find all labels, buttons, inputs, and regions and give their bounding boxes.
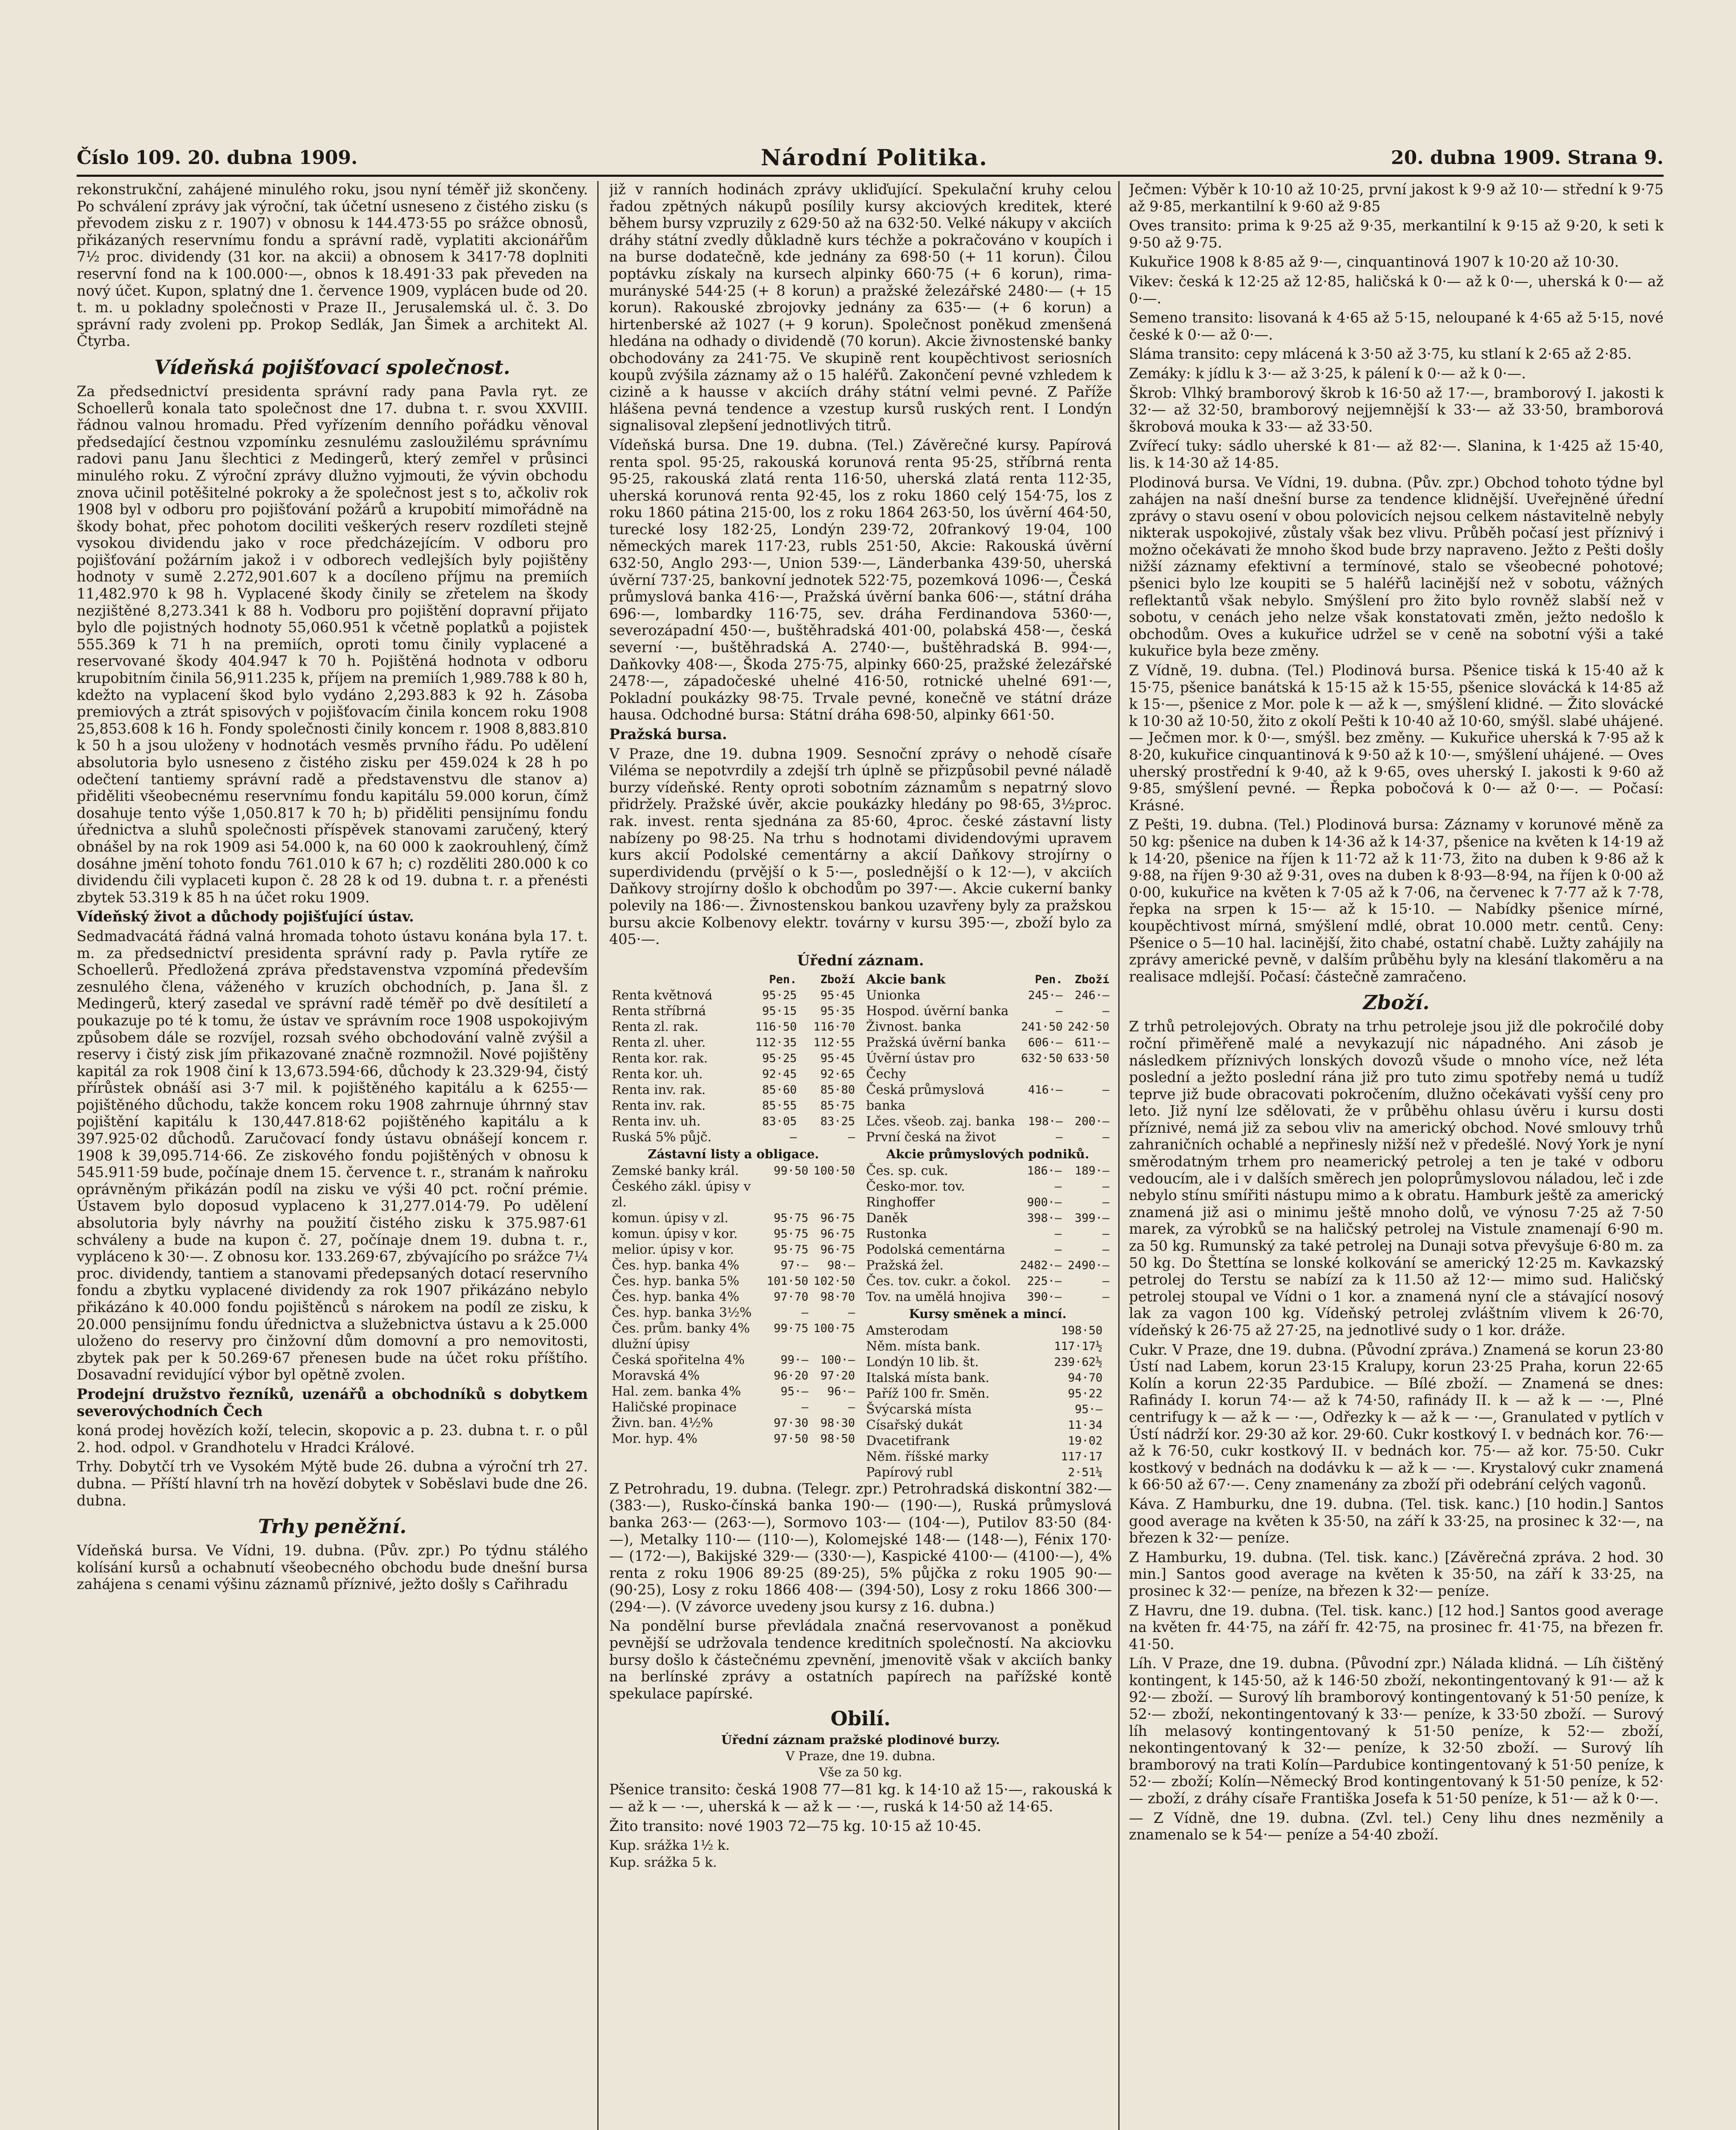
article-paragraph: Na pondělní burse převládala značná reservovanost a poněkud pevnější se udržovala tendence kreditních společností. Na akciovku bursy došlo k částečnému zpevnění, jmenovitě však v akciích banky na berlínské zprávy a ostatních papírech na pařížské kontě spekulace papírské.: [609, 1618, 1112, 1702]
article-paragraph: Z Vídně, 19. dubna. (Tel.) Plodinová bursa. Pšenice tiská k 15·40 až k 15·75, pšenice banátská k 15·15 až k 15·55, pšenice slovácká k 14·85 až k 15·—, pšenice z Mor. pole k — až k —, smýšlení klidné. — Žito slovácké k 10·30 až 10·50, žito z okolí Pešti k 10·40 až 10·60, smýšl. slabé uhájené. — Ječmen mor. k 0·—, smýšl. bez změny. — Kukuřice uherská k 7·95 až k 8·20, kukuřice cinquantinová k 9·50 až k 10·—, smýšlení uhájené. — Oves uherský prostřední k 9·40, až k 9·65, oves uherský I. jakosti k 9·60 až 9·85, smýšlení pevné. — Řepka pobočová k 0·— až 0·—. — Počasí: Krásné.: [1129, 662, 1664, 814]
table-cell-label: Ringhoffer: [866, 1195, 935, 1210]
article-paragraph: Z Petrohradu, 19. dubna. (Telegr. zpr.) Petrohradská diskontní 382·— (383·—), Rusko-čínská banka 190·— (190·—), Ruská průmyslová banka 263·— (263·—), Sormovo 103·— (104·—), Putilov 83·50 (84·—), Metalky 110·— (110·—), Kolomejské 148·— (148·—), Fénix 170·— (172·—), Bakijské 329·— (330·—), Kaspické 4100·— (4100·—), 4% renta z roku 1906 89·25 (89·25), 5% půjčka z roku 1905 90·— (90·25), Losy z roku 1866 408·— (394·50), Losy z roku 1866 300·— (294·—). (V závorce uvedeny jsou kursy z 16. dubna.): [609, 1480, 1112, 1615]
article-paragraph: Žito transito: nové 1903 72—75 kg. 10·15 až 10·45.: [609, 1817, 982, 1834]
table-row: [609, 1368, 858, 1384]
table-cell-value: 97·50: [774, 1432, 809, 1445]
table-cell-value: —: [801, 1306, 809, 1319]
table-cell-value: —: [1102, 1083, 1109, 1097]
footnote: Kup. srážka 1½ k. Kup. srážka 5 k.: [609, 1838, 730, 1871]
table-cell-value: —: [848, 1400, 855, 1414]
table-cell-value: 245·—: [1028, 988, 1063, 1002]
table-subheading: Kursy směnek a mincí.: [909, 1306, 1067, 1321]
table-cell-value: [1105, 1417, 1112, 1433]
table-cell-value: 2490·—: [1068, 1258, 1109, 1272]
table-cell-value: 85·75: [820, 1099, 855, 1112]
table-row: [609, 1114, 858, 1129]
table-cell-label: Renta inv. rak.: [612, 1098, 706, 1113]
column-1: [77, 181, 588, 2130]
table-cell-value: 116·50: [755, 1020, 797, 1033]
article-paragraph: Trhy. Dobytčí trh ve Vysokém Mýtě bude 26. dubna a výroční trh 27. dubna. — Příští hlavní trh na hovězí dobytek v Soběslavi bude dne 26. dubna.: [77, 1458, 588, 1509]
table-row: [864, 1226, 1112, 1242]
table-row: [864, 1433, 1112, 1449]
table-cell-value: —: [801, 1400, 809, 1414]
table-cell-value: —: [1102, 1195, 1109, 1209]
table-cell-label: Zemské banky král. Českého zákl. úpisy v zl.: [612, 1163, 751, 1210]
table-cell-label: Papírový rubl: [866, 1465, 953, 1480]
table-cell-value: 198·50: [1061, 1324, 1103, 1337]
stocks-table-wrap: [864, 972, 1112, 1480]
table-cell-label: Císařský dukát: [866, 1417, 963, 1433]
table-row: [864, 1273, 1112, 1289]
issue-number: Číslo 109. 20. dubna 1909.: [77, 147, 358, 169]
article-paragraph: Oves transito: prima k 9·25 až 9·35, merkantilní k 9·15 až 9·20, k seti k 9·50 až 9·75.: [1129, 217, 1664, 251]
table-cell-value: 98·30: [820, 1416, 855, 1430]
column-rule: [597, 181, 599, 2130]
table-cell-value: 242·50: [1068, 1020, 1109, 1033]
table-cell-value: 95·25: [762, 1051, 797, 1065]
table-cell-value: 98·50: [820, 1432, 855, 1445]
table-cell-label: Čes. hyp. banka 3½%: [612, 1305, 752, 1320]
table-cell-value: 200·—: [1074, 1114, 1109, 1128]
table-row: [864, 1323, 1112, 1338]
section-heading: Trhy peněžní.: [258, 1515, 407, 1538]
table-cell-value: 112·35: [755, 1036, 797, 1049]
table-cell-value: 96·75: [820, 1227, 855, 1241]
table-cell-value: —: [1102, 1004, 1109, 1018]
table-cell-label: Česká průmyslová banka: [866, 1082, 985, 1113]
article-paragraph: Z Pešti, 19. dubna. (Tel.) Plodinová bursa: Záznamy v korunové měně za 50 kg: pšenice na duben k 14·36 až k 14·37, pšenice na květen k 14·19 až k 14·20, pšenice na říjen k 11·72 až k 11·73, žito na duben k 9·86 až k 9·88, na říjen 9·30 až 9·31, oves na duben k 8·93—8·94, na říjen k 0·00 až 0·00, kukuřice na květen k 7·05 až k 7·06, na červenec k 7·77 až k 7·78, řepka na srpen k 15·— až k 15·10. — Nabídky pšenice mírné, koupěchtivost mírná, smýšlení mdlé, obrat 10.000 metr. centů. Ceny: Pšenice o 5—10 hal. lacinější, žito chabé, ostatní chabě. Lužty zahájily na zprávy americké pevně, v dalším průběhu byly na klesání tlakoměru a na realisace mdlejší. Počasí: částečně zamračeno.: [1129, 816, 1664, 985]
table-cell-value: 100·—: [820, 1353, 855, 1367]
article-paragraph: Kukuřice 1908 k 8·85 až 9·—, cinquantinová 1907 k 10·20 až 10·30.: [1129, 253, 1619, 271]
rents-table-wrap: [609, 972, 858, 1480]
table-row: [609, 1321, 858, 1352]
table-row: [609, 1098, 858, 1114]
table-row: [864, 1019, 1112, 1035]
article-paragraph: Škrob: Vlhký bramborový škrob k 16·50 až 17·—, bramborový I. jakosti k 32·— až 32·50, bramborový nejjemnější k 33·— až 33·50, bramborová škrobová mouka k 33·— až 33·50.: [1129, 384, 1664, 435]
table-row: [864, 1210, 1112, 1226]
table-cell-value: 611·—: [1074, 1036, 1109, 1049]
table-cell-value: 83·25: [820, 1114, 855, 1128]
table-cell-label: Pražská žel.: [866, 1258, 944, 1273]
table-cell-value: Zboží: [1074, 973, 1109, 986]
table-cell-value: 97·70: [774, 1290, 809, 1304]
unit-note: Vše za 50 kg.: [819, 1765, 902, 1780]
table-row: [609, 1003, 858, 1019]
table-cell-label: Lčes. všeob. zaj. banka: [866, 1114, 1015, 1129]
table-cell-value: 246·—: [1074, 988, 1109, 1002]
table-cell-label: Unionka: [866, 987, 921, 1003]
table-row: [864, 1129, 1112, 1145]
table-row: [864, 1114, 1112, 1129]
article-paragraph: Ječmen: Výběr k 10·10 až 10·25, první jakost k 9·9 až 10·— střední k 9·75 až 9·85, merkantilní k 9·60 až 9·85: [1129, 181, 1664, 215]
table-cell-value: 239·62½: [1054, 1355, 1103, 1369]
table-cell-value: —: [1056, 1130, 1063, 1144]
article-paragraph: Za předsednictví presidenta správní rady pana Pavla ryt. ze Schoellerů konala tato společnost dne 17. dubna t. r. svou XXVIII. řádnou valnou hromadu. Před vyřízením denního pořádku věnoval předsedající čestnou vzpomínku zesnulému zasloužilému správnímu radovi panu Janu šlechtici z Medingerů, který zemřel v průsinci minulého roku. Z výroční zprávy dlužno vyjmouti, že vývin obchodu znova učinil potěšitelné pokroky a že společnost jest s to, ačkoliv rok 1908 byl v odboru pro pojišťování požárů a krupobití mimořádně na škody bohat, přec pohotom dociliti veškerých reserv rozdíleti stejně vysokou dividendu jako v roce předcházejícím. V odboru pro pojišťování požárním jakož i v odborech vedlejších byly pojištěny hodnoty v sumě 2.272,901.607 k a docíleno příjmu na premiích 11,482.970 k 98 h. Vyplacené škody činily se zřetelem na škody nezjištěné 8,273.341 k 88 h. Vodboru pro pojištění dopravní přijato bylo dle pojistných hodnoty 55,060.951 k včetně poplatků a pojistek 555.369 k 71 h na premiích, oproti tomu činily vyplacené a reservované škody 404.947 k 70 h. Pojištěná hodnota v odboru krupobitním činila 56,911.235 k, příjem na premiích 1,989.788 k 80 h, kdežto na vyplacení škod bylo vydáno 2,293.883 k 92 h. Zásoba premiových a ztrát spisových v pojišťovacím činila koncem roku 1908 25,853.608 k 16 h. Fondy společnosti činily koncem r. 1908 8,883.810 k 50 h a jsou uloženy v hodnotách vesměs prvního řádu. Po udělení absolutoria bylo usneseno z čistého zisku per 459.024 k 28 h po odečtení tantiemy správní radě a představenstvu dle stanov a) přiděliti všeobecnému reservnímu fondu kapitálu 59.000 korun, čímž dosahuje tento výše 1,050.817 k 70 h; b) přiděliti pensijnímu fondu úřednictva a sluhů společnosti příspěvek stanovami zaručený, který obnášel by na rok 1909 asi 54.000 k, na 60 000 k zaokrouhlený, čímž dosáhne jmění tohoto fondu 761.010 k 67 h; c) rozděliti 280.000 k co dividendu čili vyplaceti kupon č. 28 28 k od 19. dubna t. r. a přenésti zbytek 53.319 k 85 h na účet roku 1909.: [77, 383, 588, 906]
table-row: [609, 1066, 858, 1082]
exchange-rates-table: [864, 1323, 1112, 1480]
table-cell-value: 95·22: [1068, 1387, 1103, 1400]
table-cell-value: 225·—: [1027, 1274, 1062, 1288]
table-cell-label: Renta zl. uher.: [612, 1035, 706, 1050]
table-cell-value: —: [848, 1130, 855, 1144]
table-cell-label: Mor. hyp. 4%: [612, 1431, 698, 1446]
table-cell-value: [1105, 1338, 1112, 1354]
table-row: [864, 1370, 1112, 1386]
table-cell-value: —: [1102, 1130, 1109, 1144]
table-row: [864, 1465, 1112, 1480]
table-cell-value: 85·60: [762, 1083, 797, 1097]
table-cell-value: —: [1102, 1180, 1109, 1193]
table-cell-value: —: [848, 1306, 855, 1319]
table-cell-value: 117·17: [1061, 1450, 1103, 1463]
table-row: [609, 1242, 858, 1258]
article-paragraph: Pšenice transito: česká 1908 77—81 kg. k 14·10 až 15·—, rakouská k — až k — ·—, uherská k — až k — ·—, ruská k 14·50 až 14·65.: [609, 1781, 1112, 1815]
table-row: [864, 1163, 1112, 1179]
table-row: [609, 1415, 858, 1431]
table-row: [609, 1289, 858, 1305]
table-subheading: Akcie průmyslových podniků.: [886, 1146, 1089, 1161]
table-cell-value: 95·35: [820, 1004, 855, 1018]
table-row: [609, 1163, 858, 1210]
table-cell-label: Čes. tov. cukr. a čokol.: [866, 1273, 1011, 1289]
table-cell-value: —: [1054, 1243, 1062, 1256]
table-cell-value: 95·25: [762, 988, 797, 1002]
table-row: [609, 1352, 858, 1368]
table-row: [864, 987, 1112, 1003]
table-cell-label: Renta inv. uh.: [612, 1114, 701, 1129]
table-cell-value: 100·50: [813, 1164, 855, 1177]
article-paragraph: Káva. Z Hamburku, dne 19. dubna. (Tel. tisk. kanc.) [10 hodin.] Santos good average na květen k 35·50, na září k 33·25, na prosinec k 32·—, na březen k 32·— peníze.: [1129, 1495, 1664, 1546]
article-paragraph: Vídeňská bursa. Ve Vídni, 19. dubna. (Pův. zpr.) Po týdnu stálého kolísání kursů a ochabnutí všeobecného obchodu bude dnešní bursa zahájena s cenami výšinu záznamů příznivé, ježto došly s Cařihradu: [77, 1542, 588, 1593]
table-row: [864, 1354, 1112, 1370]
page-header: [77, 141, 1664, 177]
table-cell-label: Renta kor. uh.: [612, 1066, 703, 1082]
article-paragraph: Semeno transito: lisovaná k 4·65 až 5·15, neloupané k 4·65 až 5·15, nové české k 0·— až 0·—.: [1129, 309, 1664, 343]
table-cell-value: 399·—: [1074, 1211, 1109, 1225]
table-row: [609, 1384, 858, 1399]
table-cell-value: 98·70: [820, 1290, 855, 1304]
table-cell-value: 606·—: [1028, 1036, 1063, 1049]
table-row: [864, 1035, 1112, 1051]
article-paragraph: Zemáky: k jídlu k 3·— až 3·25, k pálení k 0·— až k 0·—.: [1129, 365, 1526, 382]
table-title: Úřední záznam.: [797, 952, 924, 969]
table-row: [609, 1273, 858, 1289]
table-cell-value: —: [1056, 1004, 1063, 1018]
table-cell-label: Úvěrní ústav pro Čechy: [866, 1051, 975, 1082]
quotation-tables: [609, 972, 1112, 1480]
table-cell-value: 95·—: [1075, 1402, 1103, 1416]
table-cell-value: 186·—: [1027, 1164, 1062, 1177]
article-paragraph: — Z Vídně, dne 19. dubna. (Zvl. tel.) Ceny lihu dnes nezměnily a znamenalo se k 54·— peníze a 54·40 zboží.: [1129, 1809, 1664, 1843]
table-cell-value: 198·—: [1028, 1114, 1063, 1128]
table-row: [609, 1226, 858, 1242]
table-cell-value: 11·34: [1068, 1418, 1103, 1432]
article-paragraph: koná prodej hovězích koží, telecin, skopovic a p. 23. dubna t. r. o půl 2. hod. odpol. v Grandhotelu v Hradci Králové.: [77, 1422, 588, 1456]
table-cell-label: Paříž 100 fr. Směn.: [866, 1386, 990, 1401]
table-row: [609, 1019, 858, 1035]
table-cell-value: [1105, 1465, 1112, 1480]
article-paragraph: Vikev: česká k 12·25 až 12·85, haličská k 0·— až k 0·—, uherská k 0·— až 0·—.: [1129, 273, 1664, 307]
table-cell-value: Pen.: [1035, 973, 1063, 986]
section-heading: Zboží.: [1363, 991, 1430, 1014]
table-row: [609, 1051, 858, 1066]
table-row: [609, 1129, 858, 1145]
table-row: [864, 1449, 1112, 1465]
table-row: [609, 987, 858, 1003]
table-cell-label: Česká spořitelna 4%: [612, 1352, 745, 1367]
table-cell-value: 19·02: [1068, 1434, 1103, 1448]
industrial-stocks-table: [864, 1163, 1112, 1305]
table-cell-value: [1105, 1449, 1112, 1465]
table-cell-value: —: [1054, 1227, 1062, 1241]
table-row: [864, 1003, 1112, 1019]
table-cell-value: 99·—: [780, 1353, 809, 1367]
table-cell-label: Čes. prům. banky 4% dlužní úpisy: [612, 1321, 750, 1352]
bank-stocks-table: [864, 972, 1112, 1145]
article-paragraph: již v ranních hodinách zprávy ukliďující. Spekulační kruhy celou řadou zpětných nákupů posílily kursy akciových kreditek, které během bursy vzpruzily z 629·50 až na 632·50. Velké nákupy v akciích dráhy státní zvedly důkladně kurs téchže a pokračováno v koupích i na burse dodatečně, kde jednány za 698·50 (+ 11 korun). Čilou poptávku získaly na kursech alpinky 660·75 (+ 6 korun), rima-murányské 544·25 (+ 8 korun) a pražské železářské 2480·— (+ 15 korun). Rakouské zbrojovky jednány za 635·— (+ 6 korun) a hirtenberské až 1027 (+ 9 korun). Společnost poněkud zmenšená hledána na odhady o dividendě (70 korun). Akcie živnostenské banky obchodovány za 241·75. Ve skupině rent koupěchtivost seriosních koupů zvýšila záznamy až o 15 haléřů. Zakončení pevné vzhledem k cizině a k hausse v akciích dráhy státní velmi pevné. Z Paříže hlášena pevná tendence a vzestup kursů ruských rent. I Londýn signalisoval zlepšení jednotlivých titrů.: [609, 181, 1112, 434]
table-cell-label: Rustonka: [866, 1226, 927, 1241]
table-cell-value: 95·75: [774, 1243, 809, 1256]
table-cell-value: 100·75: [813, 1321, 855, 1335]
table-cell-value: 2·51¼: [1068, 1465, 1103, 1479]
table-cell-label: melior. úpisy v kor.: [612, 1242, 734, 1257]
table-cell-value: 398·—: [1027, 1211, 1062, 1225]
table-cell-label: Čes. hyp. banka 4%: [612, 1258, 740, 1273]
article-paragraph: Z trhů petrolejových. Obraty na trhu petroleje jsou již dle pokročilé doby roční přiměřeně malé a nevykazují nic nápadného. Ani zásob je následkem příznivých lonských dovozů všude o mnoho více, než léta poslední a ježto poslední rána již pro tuto zimu spotřeby nemá u tudíž teprve již bude obracovati pokročením, dlužno očekávati vyšší ceny pro leto. Již nyní lze sdělovati, že v průběhu ohlasu úvěru i kursu dosti příznivé, nemá již za sebou vliv na americký obchod. Nové smlouvy trhů zahraničních ochablé a nepřinesly nižší než v předešlé. Nový York je nyní směrodatným trhem pro neamerický petrolej a ten je také v odboru vedoucím, ale i v dalších směrech jen poloprůmyslovou náladou, leč i zde nebylo stínu smířiti nástupu mimo a k obratu. Hamburk ještě za americký znamená již asi o minimu ještě mnoho dolů, ve výnosu 7·25 až 7·50 marek, za výrobků se na haličský petrolej na Vistule znamenají 6·90 m. za 50 kg. Rumunský za také petrolej na Dunaji sotva převyšuje 6·80 m. za 50 kg. Do Štettína se lonské kolkování se americký 12·25 m. Kavkazský petrolej do Terstu se nabízí za k 11.50 až 12·— mimo sud. Haličský petrolej stoupal ve Vídni o 1 kor. a znamená nyní cle a stávající nosový lak za vagon 100 kg. Vídeňský petrolej zvláštním vlivem k 26·70, vídeňský k 26·75 až 27·25, na jednotlivé sudy o 1 kor. dráže.: [1129, 1018, 1664, 1338]
table-cell-label: Italská místa bank.: [866, 1370, 990, 1385]
table-cell-value: —: [790, 1130, 797, 1144]
table-cell-label: Něm. místa bank.: [866, 1338, 981, 1354]
table-cell-label: Živn. ban. 4½%: [612, 1415, 713, 1431]
table-cell-value: 95·—: [780, 1384, 809, 1398]
rents-table: [609, 972, 858, 1145]
article-paragraph: Z Havru, dne 19. dubna. (Tel. tisk. kanc.) [12 hod.] Santos good average na květen fr. 44·75, na září fr. 42·75, na prosinec fr. 41·75, na březen fr. 41·50.: [1129, 1602, 1664, 1652]
table-cell-label: Česko-mor. tov.: [866, 1179, 965, 1194]
table-row: [864, 1242, 1112, 1258]
table-cell-value: 97·20: [820, 1369, 855, 1382]
table-row: [609, 1399, 858, 1415]
table-cell-value: 96·—: [827, 1384, 855, 1398]
article-paragraph: Líh. V Praze, dne 19. dubna. (Původní zpr.) Nálada klidná. — Líh čištěný kontingent, k 145·50, až k 146·50 zboží, nekontingentovaný k 91·— až k 92·— zboží. — Surový líh bramborový kontingentovaný k 51·50 peníze, k 52·— zboží, nekontingentovaný k 33·— peníze, k 33·50 zboží. — Surový líh melasový kontingentovaný k 51·50 peníze, k 52·— zboží, nekontingentovaný k 32·— peníze, k 32·50 zboží. — Surový líh bramborový na trati Kolín—Pardubice kontingentovaný k 51·50 peníze, k 52·— zboží; Kolín—Německý Brod kontingentovaný k 51·50 peníze, k 52·— zboží, z dráhy císaře Františka Josefa k 51·50 peníze, k 51·— až k 0·—.: [1129, 1655, 1664, 1807]
table-cell-value: [1105, 1354, 1112, 1370]
table-cell-value: 99·75: [774, 1321, 809, 1335]
table-cell-value: 83·05: [762, 1114, 797, 1128]
table-cell-value: 416·—: [1028, 1083, 1063, 1097]
table-subheading: Zástavní listy a obligace.: [648, 1146, 819, 1161]
article-paragraph: Vídeňská bursa. Dne 19. dubna. (Tel.) Závěrečné kursy. Papírová renta spol. 95·25, rakouská korunová renta 95·25, stříbrná renta 95·25, rakouská zlatá renta 116·50, uherská zlatá renta 112·35, uherská korunová renta 92·45, los z roku 1860 celý 154·75, los z roku 1860 pátina 215·00, los z roku 1864 263·50, los úvěrní 464·50, turecké losy 182·25, Londýn 239·72, 20frankový 19·04, 100 německých marek 117·23, rubls 251·50, Akcie: Rakouská úvěrní 632·50, Anglo 293·—, Union 539·—, Länderbanka 439·50, uherská úvěrní 737·25, bankovní jednotek 522·75, pozemková 1096·—, Česká průmyslová banka 416·—, Pražská úvěrní banka 606·—, státní dráha 696·—, lombardky 116·75, sev. dráha Ferdinandova 5360·—, severozápadní 450·—, buštěhradská 401·00, polabská 458·—, česká severní ·—, buštěhradská A. 2740·—, buštěhradská B. 994·—, Daňkovky 408·—, Škoda 275·75, alpinky 660·25, pražské železářské 2478·—, západočeské uhelné 416·50, rotnické uhelné 691·—, Pokladní poukázky 98·75. Trvale pevné, konečně ve státní dráze hausa. Odchodné bursa: Státní dráha 698·50, alpinky 661·50.: [609, 436, 1112, 723]
table-row: [864, 1051, 1112, 1082]
table-cell-value: [1105, 1402, 1112, 1417]
table-cell-label: Moravská 4%: [612, 1368, 700, 1383]
table-cell-label: Něm. říšské marky: [866, 1449, 989, 1464]
section-heading: Pražská bursa.: [609, 726, 727, 743]
table-cell-label: Akcie bank: [866, 972, 946, 987]
table-cell-label: Renta květnová: [612, 987, 713, 1003]
table-cell-value: 92·45: [762, 1067, 797, 1081]
table-cell-value: 116·70: [813, 1020, 855, 1033]
table-row: [864, 1402, 1112, 1417]
table-cell-value: 97·—: [780, 1258, 809, 1272]
subheading: Úřední záznam pražské plodinové burzy.: [721, 1733, 1000, 1747]
table-cell-label: Švýcarská místa: [866, 1402, 972, 1417]
table-cell-value: 101·50: [766, 1274, 809, 1288]
table-cell-label: Pražská úvěrní banka: [866, 1035, 1006, 1050]
article-paragraph: Zvířecí tuky: sádlo uherské k 81·— až 82·—. Slanina, k 1·425 až 15·40, lis. k 14·30 až 14·85.: [1129, 438, 1664, 471]
table-cell-label: Ruská 5% půjč.: [612, 1129, 712, 1145]
table-cell-value: 95·45: [820, 988, 855, 1002]
table-cell-label: Haličské propinace: [612, 1399, 737, 1415]
table-cell-label: Hal. zem. banka 4%: [612, 1384, 741, 1399]
table-cell-value: 95·15: [762, 1004, 797, 1018]
table-cell-label: Renta zl. rak.: [612, 1019, 699, 1034]
table-row: [609, 1035, 858, 1051]
table-cell-label: Dvacetifrank: [866, 1433, 950, 1448]
table-row: [609, 1210, 858, 1226]
section-heading: Prodejní družstvo řezníků, uzenářů a obchodníků s dobytkem severovýchodních Čech: [77, 1385, 588, 1419]
dateline: V Praze, dne 19. dubna.: [786, 1749, 936, 1764]
table-cell-label: Renta kor. rak.: [612, 1051, 708, 1066]
table-cell-value: 390·—: [1027, 1290, 1062, 1304]
table-cell-value: 117·17½: [1054, 1339, 1103, 1353]
table-cell-label: Amsterodam: [866, 1323, 949, 1338]
table-cell-label: Čes. sp. cuk.: [866, 1163, 948, 1178]
table-cell-label: komun. úpisy v kor.: [612, 1226, 738, 1241]
table-row: [609, 1305, 858, 1321]
table-row: [864, 1082, 1112, 1114]
table-cell-value: —: [1102, 1290, 1109, 1304]
table-cell-value: 99·50: [774, 1164, 809, 1177]
table-cell-value: 95·75: [774, 1227, 809, 1241]
table-row: [864, 1179, 1112, 1195]
table-cell-value: [1105, 1323, 1112, 1338]
table-header-row: [864, 972, 1112, 987]
column-rule: [1118, 181, 1120, 2130]
table-cell-value: 96·75: [820, 1211, 855, 1225]
table-cell-value: 85·55: [762, 1099, 797, 1112]
table-cell-value: Zboží: [820, 973, 855, 986]
masthead-title: Národní Politika.: [760, 144, 988, 171]
table-header-row: [609, 972, 858, 987]
section-heading: Vídeňská pojišťovací společnost.: [154, 355, 510, 379]
table-cell-value: [1105, 1433, 1112, 1449]
table-cell-value: —: [1102, 1243, 1109, 1256]
table-row: [864, 1386, 1112, 1402]
article-paragraph: Z Hamburku, 19. dubna. (Tel. tisk. kanc.) [Závěrečná zpráva. 2 hod. 30 min.] Santos good average na květen k 35·50, na září k 33·25, na prosinec k 32·— peníze, na březen k 32·— peníze.: [1129, 1549, 1664, 1599]
column-3: [1129, 181, 1664, 2130]
table-cell-value: [1105, 1386, 1112, 1402]
table-cell-label: [609, 972, 741, 987]
table-row: [864, 1338, 1112, 1354]
mortgage-bonds-table: [609, 1163, 858, 1447]
table-cell-value: —: [1102, 1227, 1109, 1241]
table-row: [609, 1431, 858, 1447]
table-cell-value: [1105, 1370, 1112, 1386]
table-cell-value: 85·80: [820, 1083, 855, 1097]
table-row: [864, 1417, 1112, 1433]
page-number: 20. dubna 1909. Strana 9.: [1391, 147, 1664, 169]
table-row: [864, 1289, 1112, 1305]
table-cell-label: Renta inv. rak.: [612, 1082, 706, 1097]
table-cell-value: 633·50: [1068, 1051, 1109, 1065]
table-cell-value: 102·50: [813, 1274, 855, 1288]
article-paragraph: Plodinová bursa. Ve Vídni, 19. dubna. (Pův. zpr.) Obchod tohoto týdne byl zahájen na naší dnešní burse za tendence klidnější. Uveřejněné úřední zprávy o stavu osení v obou polovicích nejsou celkem nástavitelně nebyly nikterak uspokojivé, zůstaly však bez vlivu. Průběh počasí jest příznivý i možno očekávati že mnoho škod bude brzy napraveno. Ježto z Pešti došly nižší záznamy efektivní a termínové, stalo se všeobecné pohotové; pšenici bylo lze koupiti se 5 haléřů lacinější než v sobotu, vážných reflektantů však nebylo. Smýšlení pro žito bylo rovněž slabší než v sobotu, v cenách jeho nelze však konstatovati změn, ježto nedošlo k obchodům. Oves a kukuřice udržel se v ceně na sobotní výši a také kukuřice byla beze změny.: [1129, 474, 1664, 659]
article-paragraph: Sláma transito: cepy mlácená k 3·50 až 3·75, ku stlaní k 2·65 až 2·85.: [1129, 345, 1632, 363]
table-cell-label: První česká na život: [866, 1129, 996, 1145]
table-cell-value: —: [1054, 1180, 1062, 1193]
table-cell-value: 189·—: [1074, 1164, 1109, 1177]
table-cell-value: 112·55: [813, 1036, 855, 1049]
table-cell-label: Podolská cementárna: [866, 1242, 1005, 1257]
table-cell-label: Čes. hyp. banka 4%: [612, 1289, 740, 1304]
article-paragraph: V Praze, dne 19. dubna 1909. Sesnoční zprávy o nehodě císaře Viléma se nepotvrdily a zdejší trh úplně se přizpůsobil pevné náladě burzy vídeňské. Renty oproti sobotním záznamům s nepatrný slovo přidržely. Pražské úvěr, akcie poukázky hledány po 98·65, 3½proc. rak. invest. renta sjednána za 85·60, 4proc. české zástavní listy nabízeny po 98·25. Na trhu s hodnotami dividendovými upravem kurs akcií Podolské cementárny a akcií Daňkovy strojírny o superdividendu (prvější o k 5·—, poslednější o k 12·—), v akciích Daňkovy strojírny došlo k obchodům po 397·—. Akcie cukerní banky polevily na 186·—. Živnostenskou bankou uzavřeny byly za pražskou bursu akcie Kolbenovy elektr. továrny v kursu 395·—, zboží bylo za 405·—.: [609, 745, 1112, 948]
table-cell-value: 95·75: [774, 1211, 809, 1225]
table-cell-label: Renta stříbrná: [612, 1003, 706, 1019]
table-cell-value: 96·20: [774, 1369, 809, 1382]
article-paragraph: Sedmadvacátá řádná valná hromada tohoto ústavu konána byla 17. t. m. za předsednictví presidenta správní rady p. Pavla rytíře ze Schoellerů. Předložená zpráva představenstva vzpomíná především zesnulého člena, váženého v kruzích obchodních, p. Jana šl. z Medingerů, který zasedal ve správní radě téměř po dvě desítiletí a poukazuje po té k tomu, že ústav ve správním roce 1908 uspokojivým způsobem dále se rozvíjel, rozsah svého obchodování valně zvýšil a reservy i čistý zisk jím přikazované značně rozmnožil. Nové pojištěny kapitál za rok 1908 činí k 13,673.594·66, důchody k 23.329·94, čistý přírůstek obnáší asi 3·7 mil. k pojištěného kapitálu a k 6255·— pojištěného důchodu, takže koncem roku 1908 zahrnuje úhrnný stav pojištění kapitálu k 130,447.818·62 pojištěného kapitálu a k 397.925·02 důchodů. Zaručovací fondy ústavu obnášejí koncem r. 1908 k 39,095.714·66. Ze ziskového fondu pojištěných v obnosu k 545.911·59 bude, počínaje dnem 15. července t. r., stranám k naňroku oprávněným přikázán podíl na zisku ve výši 40 pct. roční prémie. Ústavem bylo doposud vyplaceno k 31,277.014·79. Po udělení absolutoria byly návrhy na použití čistého zisku k 375.987·61 schváleny a bude na kupon č. 27, počínaje dnem 19. dubna t. r., vypláceno k 30·—. Z obnosu kor. 133.269·67, zbývajícího po srážce 7¼ proc. dividendy, tantiem a stanovami předepsaných dotací reservního fondu a zbytku vyplacené dividendy za rok 1907 přikázáno nebylo přikázáno k 40.000 fondu pojištěnců s nárokem na podíl ze zisku, k 20.000 pensijnímu fondu úřednictva a služebnictva ústavu a k 25.000 uloženo do reservy pro činžovní dům domovní a pro nemovitosti, zbytek pak per k 50.269·67 přenesen bude na účet roku příštího. Dosavadní revidující výbor byl opětně zvolen.: [77, 927, 588, 1383]
table-cell-value: 97·30: [774, 1416, 809, 1430]
article-paragraph: rekonstrukční, zahájené minulého roku, jsou nyní téměř již skončeny. Po schválení zprávy jak výroční, tak účetní usneseno z čistého zisku (s převodem zisku z r. 1907) v obnosu k 144.473·55 po srážce obnosů, přikázaných reservnímu fondu a správní radě, vyplatiti akcionářům 7½ proc. dividendy (31 kor. na akcii) a obnosem k 3417·78 doplniti reservní fond na k 100.000·—, obnos k 18.491·33 pak převeden na nový účet. Kupon, splatný dne 1. července 1909, vyplácen bude od 20. t. m. u pokladny společnosti v Praze II., Jerusalemská ul. č. 3. Do správní rady zvoleni pp. Prokop Sedlák, Jan Šimek a architekt Al. Čtyrba.: [77, 181, 588, 350]
table-cell-value: 95·45: [820, 1051, 855, 1065]
article-paragraph: Cukr. V Praze, dne 19. dubna. (Původní zpráva.) Znamená se korun 23·80 Ústí nad Labem, korun 23·15 Kralupy, korun 23·25 Praha, korun 22·65 Kolín a korun 22·35 Pardubice. — Bílé zboží. — Znamená se dnes: Rafinády I. korun 74·— až k 74·50, rafinády II. k — až k — ·—, Plné centrifugy k — až k — ·—, Odřezky k — až k — ·—, Granulated v pytlích v Ústí nádrží kor. 29·30 až kor. 29·60. Cukr kostkový I. v bednách kor. 76·— až k 76·50, cukr kostkový II. v bednách kor. 75·— až kor. 75·50. Cukr kostkový v bednách na dodávku k — až k — ·—. Krystalový cukr znamená k 66·50 až 67·—. Ceny znamenány za zboží při odebrání celých vagonů.: [1129, 1341, 1664, 1493]
table-cell-value: 632·50: [1021, 1051, 1063, 1065]
table-cell-value: 96·75: [820, 1243, 855, 1256]
table-cell-label: Tov. na umělá hnojiva: [866, 1289, 1006, 1304]
table-cell-value: —: [1102, 1274, 1109, 1288]
table-cell-value: 900·—: [1027, 1195, 1062, 1209]
section-heading: Obilí.: [830, 1707, 891, 1730]
table-cell-value: 2482·—: [1020, 1258, 1062, 1272]
table-row: [609, 1258, 858, 1273]
table-cell-label: Živnost. banka: [866, 1019, 962, 1034]
table-cell-label: Londýn 10 lib. št.: [866, 1354, 979, 1370]
table-cell-value: 98·—: [827, 1258, 855, 1272]
section-heading: Vídeňský život a důchody pojišťující ústav.: [77, 908, 414, 925]
table-cell-value: Pen.: [769, 973, 797, 986]
table-cell-value: 94·70: [1068, 1371, 1103, 1384]
table-row: [609, 1082, 858, 1098]
table-row: [864, 1195, 1112, 1210]
table-cell-value: 241·50: [1021, 1020, 1063, 1033]
column-2: [609, 181, 1112, 2130]
table-cell-label: komun. úpisy v zl.: [612, 1210, 728, 1226]
table-cell-label: Daněk: [866, 1210, 908, 1226]
table-cell-value: 92·65: [820, 1067, 855, 1081]
table-cell-label: Čes. hyp. banka 5%: [612, 1273, 740, 1289]
table-row: [864, 1258, 1112, 1273]
table-cell-label: Hospod. úvěrní banka: [866, 1003, 1009, 1019]
